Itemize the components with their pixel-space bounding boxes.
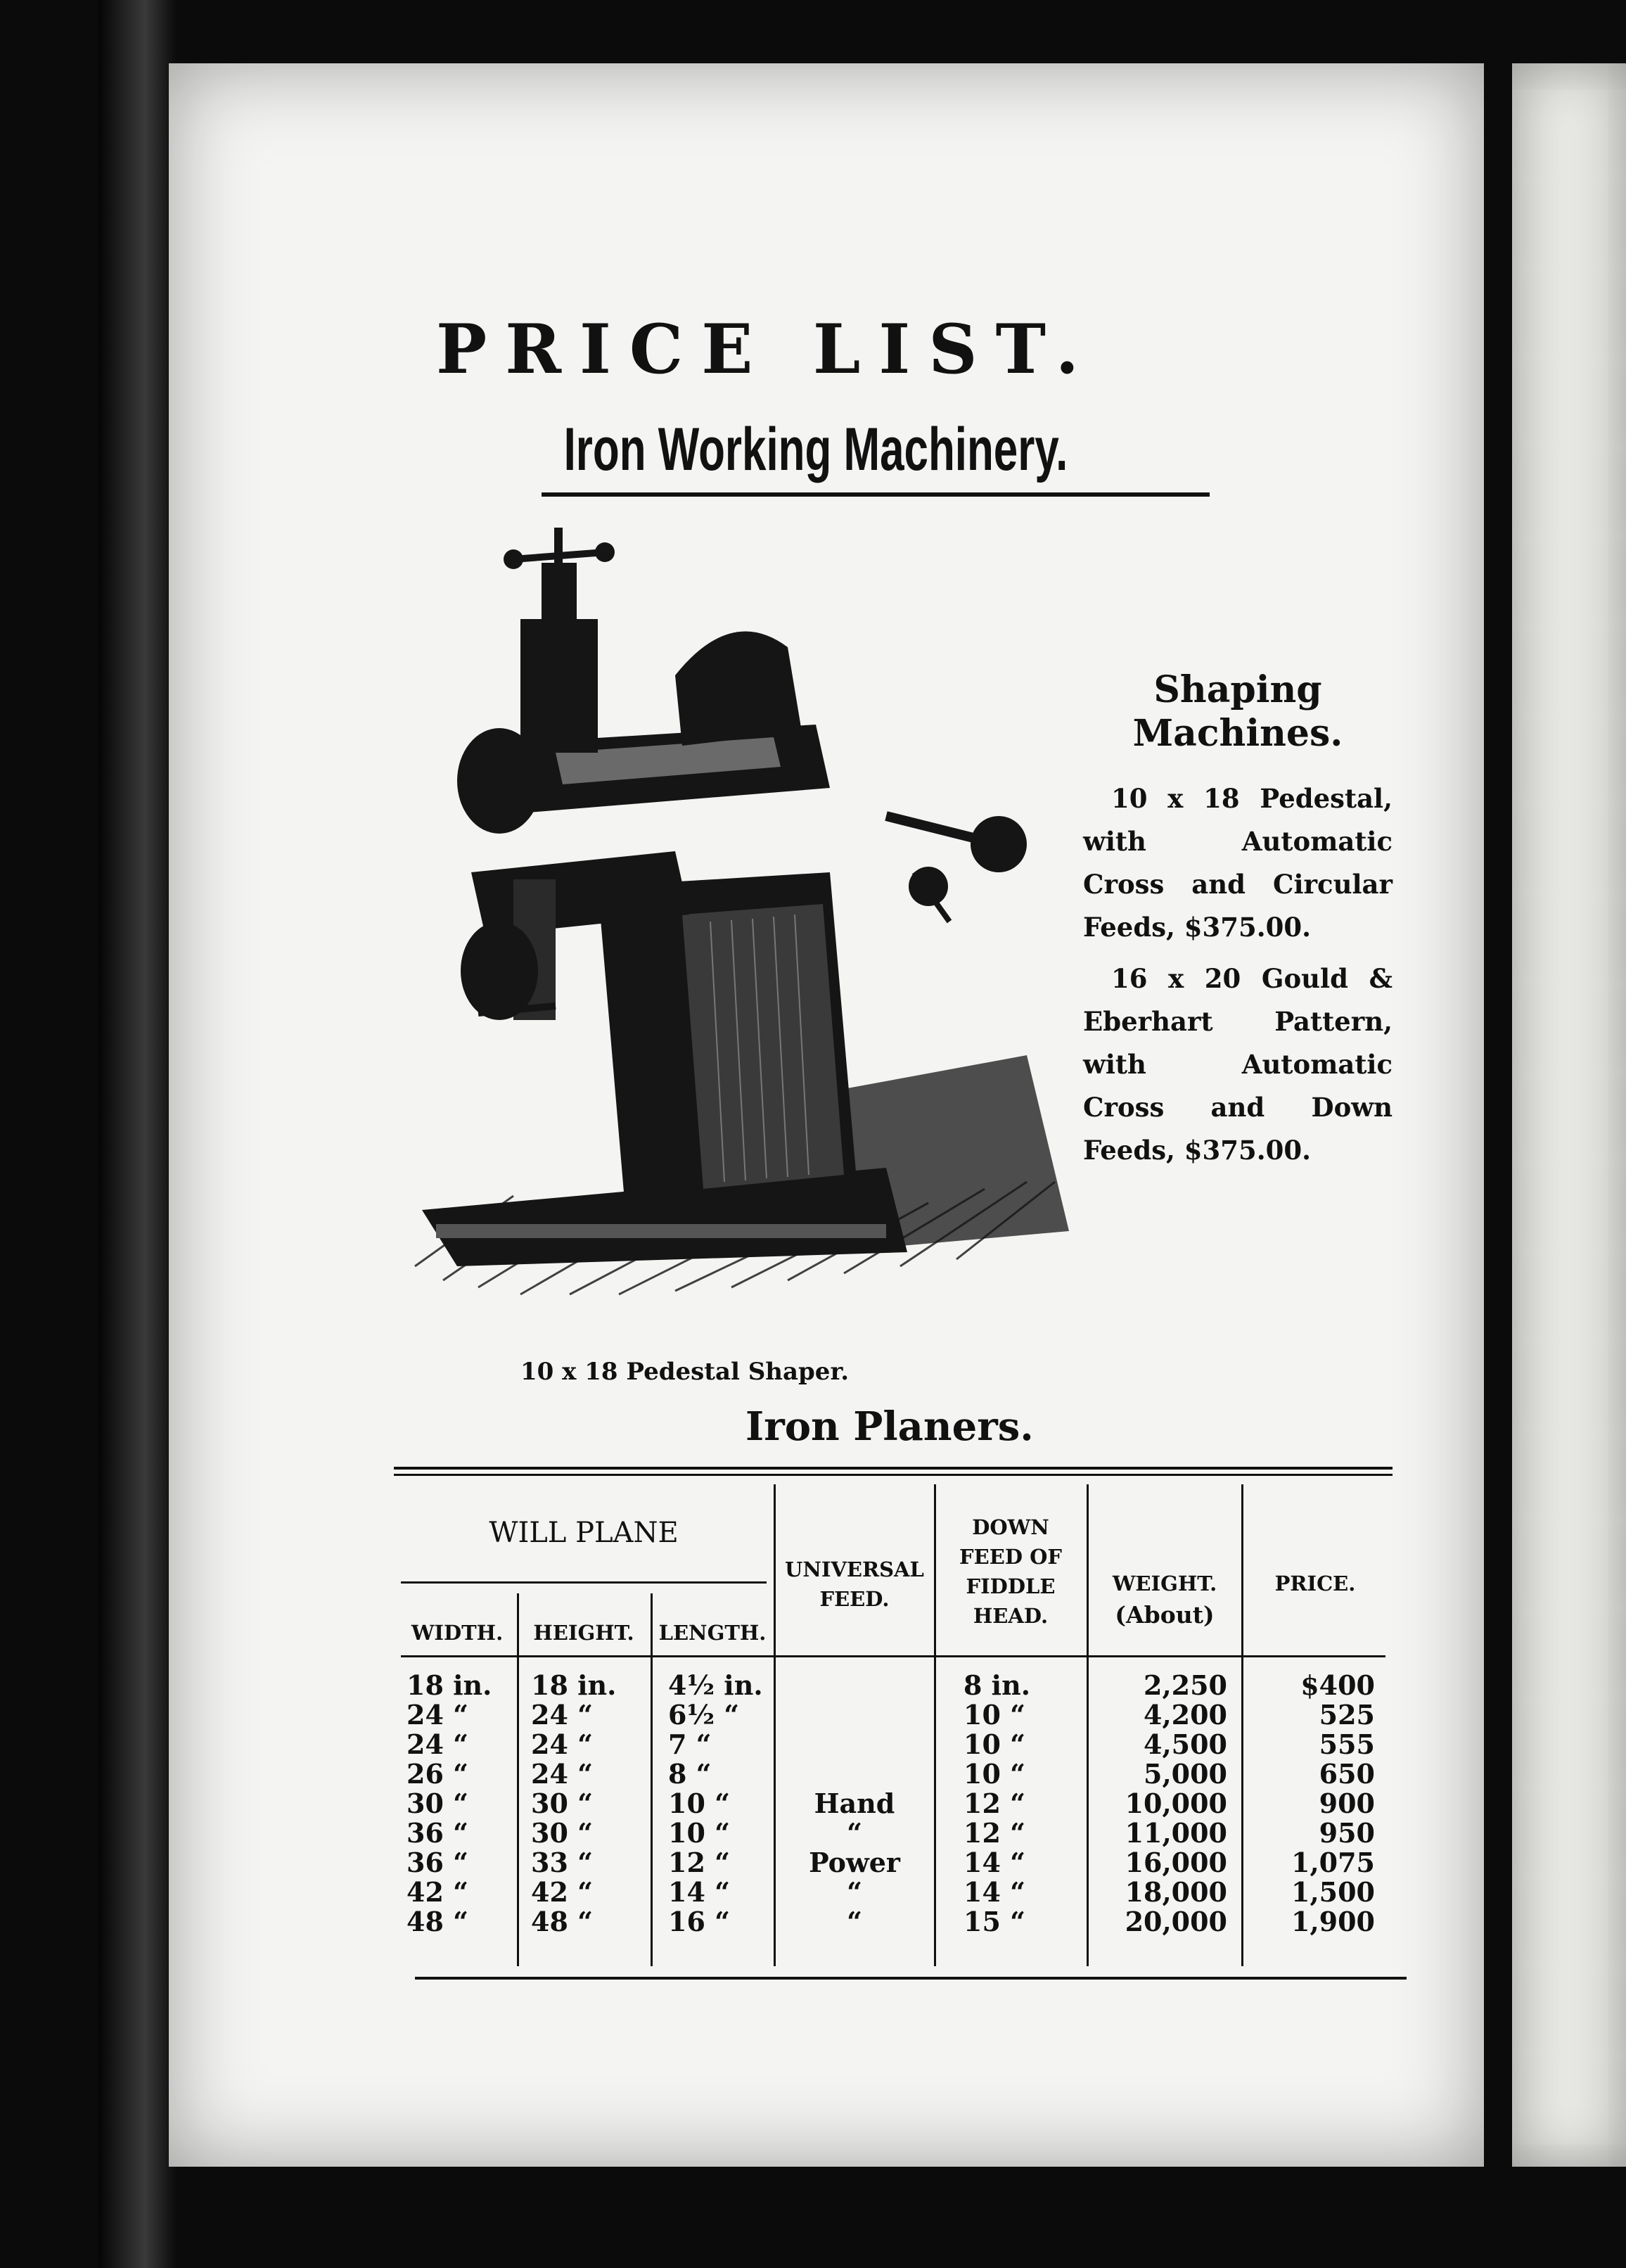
cell-weight: 20,000 (1125, 1906, 1227, 1937)
cell-length: 14 “ (668, 1876, 730, 1908)
cell-width: 26 “ (406, 1758, 468, 1790)
cell-width: 42 “ (406, 1876, 468, 1908)
cell-price: 650 (1319, 1758, 1375, 1790)
table-top-rule (394, 1467, 1393, 1470)
planers-price-table (394, 1467, 1393, 1987)
cell-height: 42 “ (531, 1876, 593, 1908)
header-weight-line-2: (About) (1115, 1601, 1215, 1629)
will-plane-rule (401, 1581, 767, 1584)
illustration-caption: 10 x 18 Pedestal Shaper. (520, 1358, 850, 1386)
subtitle-underline (542, 492, 1210, 497)
cell-down: 12 “ (964, 1817, 1025, 1849)
table-top-rule-2 (394, 1474, 1393, 1476)
cell-weight: 5,000 (1144, 1758, 1227, 1790)
cell-feed: “ (847, 1817, 862, 1849)
cell-weight: 10,000 (1125, 1788, 1227, 1819)
cell-down: 14 “ (964, 1876, 1025, 1908)
cell-down: 12 “ (964, 1788, 1025, 1819)
header-down-feed-line-3: FIDDLE (966, 1574, 1056, 1599)
cell-down: 10 “ (964, 1699, 1025, 1731)
cell-length: 4½ in. (668, 1669, 763, 1701)
cell-height: 30 “ (531, 1817, 593, 1849)
cell-length: 8 “ (668, 1758, 712, 1790)
shaping-machines-section (1083, 668, 1393, 1180)
cell-weight: 16,000 (1125, 1847, 1227, 1878)
cell-down: 15 “ (964, 1906, 1025, 1937)
cell-length: 10 “ (668, 1788, 730, 1819)
col-rule-5 (1087, 1484, 1089, 1966)
col-rule-1 (517, 1593, 519, 1966)
cell-width: 48 “ (406, 1906, 468, 1937)
cell-height: 24 “ (531, 1699, 593, 1731)
cell-length: 16 “ (668, 1906, 730, 1937)
header-width: WIDTH. (411, 1621, 504, 1645)
shaping-item-pedestal: 10 x 18 Pedestal, with Automatic Cross and Circular Feeds, $375.00. (1083, 782, 1393, 943)
cell-weight: 4,500 (1144, 1728, 1227, 1760)
col-rule-2 (651, 1593, 653, 1966)
planers-heading: Iron Planers. (745, 1403, 1034, 1450)
cell-down: 10 “ (964, 1758, 1025, 1790)
header-down-feed-line-4: HEAD. (973, 1604, 1049, 1629)
cell-down: 10 “ (964, 1728, 1025, 1760)
cell-feed: “ (847, 1906, 862, 1937)
header-universal-feed-line-2: FEED. (819, 1587, 890, 1612)
cell-weight: 2,250 (1144, 1669, 1227, 1701)
cell-price: 1,075 (1291, 1847, 1375, 1878)
cell-feed: Hand (814, 1788, 895, 1819)
shaping-heading-line-1: Shaping (1153, 668, 1322, 711)
cell-price: 900 (1319, 1788, 1375, 1819)
cell-price: $400 (1300, 1669, 1375, 1701)
header-down-feed-line-1: DOWN (972, 1515, 1049, 1539)
cell-down: 8 in. (964, 1669, 1030, 1701)
cell-weight: 18,000 (1125, 1876, 1227, 1908)
cell-weight: 4,200 (1144, 1699, 1227, 1731)
cell-price: 1,900 (1291, 1906, 1375, 1937)
cell-length: 12 “ (668, 1847, 730, 1878)
header-height: HEIGHT. (533, 1621, 634, 1645)
shaping-heading-line-2: Machines. (1132, 712, 1343, 756)
cell-height: 33 “ (531, 1847, 593, 1878)
page-gutter-shadow (98, 0, 176, 2268)
cell-length: 6½ “ (668, 1699, 740, 1731)
cell-price: 525 (1319, 1699, 1375, 1731)
cell-weight: 11,000 (1125, 1817, 1227, 1849)
cell-height: 30 “ (531, 1788, 593, 1819)
header-bottom-rule (401, 1655, 1385, 1657)
header-down-feed (937, 1512, 1084, 1631)
shaping-item-gould-eberhart: 16 x 20 Gould & Eberhart Pattern, with Automatic Cross and Down Feeds, $375.00. (1083, 962, 1393, 1166)
shaping-heading (1083, 668, 1393, 756)
header-universal-feed-line-1: UNIVERSAL (785, 1557, 924, 1581)
header-will-plane: WILL PLANE (489, 1517, 679, 1549)
table-bottom-rule (415, 1977, 1407, 1980)
cell-down: 14 “ (964, 1847, 1025, 1878)
cell-length: 7 “ (668, 1728, 712, 1760)
cell-height: 48 “ (531, 1906, 593, 1937)
cell-width: 24 “ (406, 1699, 468, 1731)
page-subtitle: Iron Working Machinery. (563, 416, 1068, 483)
cell-price: 950 (1319, 1817, 1375, 1849)
cell-width: 36 “ (406, 1817, 468, 1849)
adjacent-page-edge (1512, 63, 1626, 2167)
cell-price: 555 (1319, 1728, 1375, 1760)
header-weight-line-1: WEIGHT. (1112, 1572, 1217, 1595)
header-universal-feed (777, 1555, 932, 1614)
cell-length: 10 “ (668, 1817, 730, 1849)
col-rule-6 (1241, 1484, 1243, 1966)
cell-height: 24 “ (531, 1758, 593, 1790)
shaper-machine-illustration (394, 521, 1083, 1344)
col-rule-3 (774, 1484, 776, 1966)
cell-feed: “ (847, 1876, 862, 1908)
cell-width: 24 “ (406, 1728, 468, 1760)
cell-width: 18 in. (406, 1669, 492, 1701)
page-title: PRICE LIST. (436, 310, 1098, 389)
header-weight (1090, 1569, 1239, 1632)
cell-price: 1,500 (1291, 1876, 1375, 1908)
cell-height: 24 “ (531, 1728, 593, 1760)
cell-feed: Power (809, 1847, 900, 1878)
cell-width: 36 “ (406, 1847, 468, 1878)
header-down-feed-line-2: FEED OF (959, 1545, 1062, 1569)
header-length: LENGTH. (658, 1621, 767, 1645)
header-price: PRICE. (1274, 1572, 1356, 1595)
cell-height: 18 in. (531, 1669, 617, 1701)
cell-width: 30 “ (406, 1788, 468, 1819)
col-rule-4 (934, 1484, 936, 1966)
